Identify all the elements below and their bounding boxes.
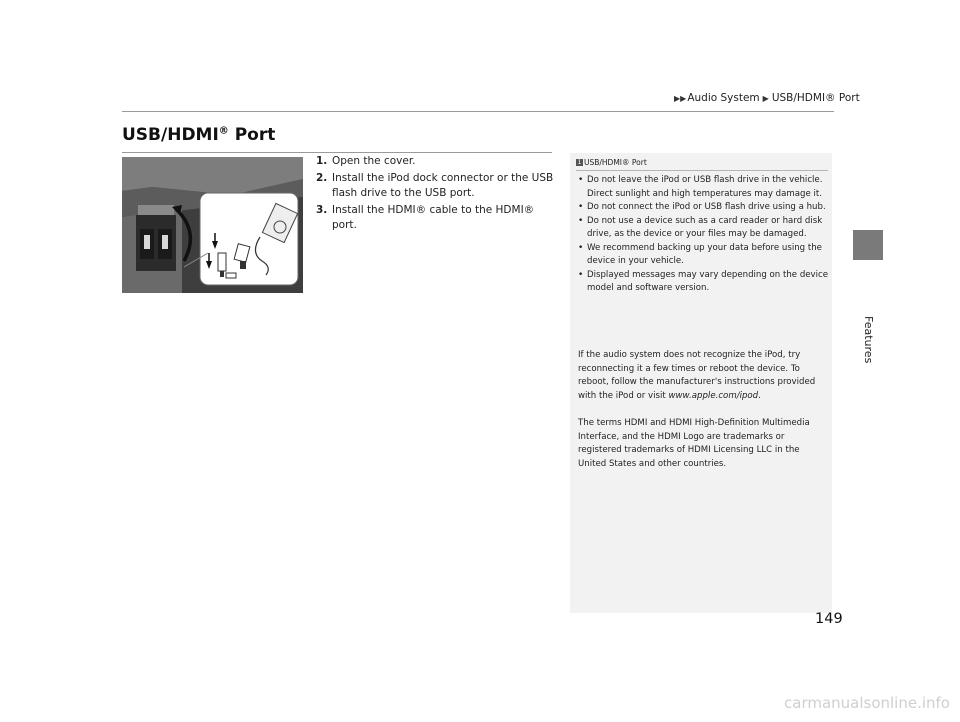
list-item [578,201,830,215]
ipod-paragraph-end: . [758,390,761,401]
bullet-text: Displayed messages may vary depending on the device model and software version. [587,269,829,293]
bullet-icon: • [578,269,584,280]
instruction-steps [316,154,556,235]
step-text: Install the iPod dock connector or the USB flash drive to the USB port. [332,171,554,199]
breadcrumb-current: USB/HDMI® Port [771,92,860,104]
bullet-icon: • [578,215,584,226]
bullet-icon: • [578,175,584,185]
page-title-rest: Port [228,125,276,145]
note-panel [570,153,832,613]
breadcrumb [674,92,860,104]
bullet-text: Do not use a device such as a card reader or hard disk drive, as the device or your files may be damaged. [587,215,823,239]
triangle-right-icon: ▶ [762,93,769,103]
page-title-main: USB/HDMI [122,125,219,145]
list-item [578,215,830,242]
step-text: Open the cover. [332,155,416,167]
page-number: 149 [815,611,843,627]
title-divider [122,152,552,153]
trademark-paragraph: The terms HDMI and HDMI High-Definition Multimedia Interface, and the HDMI Logo are trademarks or registered trademarks of HDMI Licensing LLC in the United States and other countries. [578,418,810,469]
breadcrumb-parent[interactable]: Audio System [687,92,760,104]
ipod-paragraph-text: If the audio system does not recognize the iPod, try reconnecting it a few times or reboot the device. To reboot, follow the manufacturer's instructions provided with the iPod or visit [578,350,816,401]
list-item [316,154,556,170]
watermark: carmanualsonline.info [784,694,950,712]
list-item [316,203,556,234]
step-number: 1. [316,155,328,167]
bullet-text: Do not connect the iPod or USB flash drive using a hub. [587,202,826,212]
bullet-text: We recommend backing up your data before using the device in your vehicle. [587,242,822,266]
chapter-label: Features [862,316,875,364]
bullet-icon: • [578,242,584,253]
note-divider [576,170,828,171]
reference-badge: 1 [577,159,582,166]
list-item [578,174,830,201]
header-divider [122,111,834,112]
apple-link[interactable]: www.apple.com/ipod [668,390,759,401]
bullet-icon: • [578,202,584,212]
note-bullets [578,174,830,296]
note-title: USB/HDMI® Port [584,158,647,167]
ipod-paragraph [578,349,828,403]
usb-hdmi-port-illustration [122,157,303,293]
step-number: 3. [316,203,328,216]
triangle-right-icon: ▶▶ [674,93,687,103]
page-title-registered-mark: ® [218,125,229,137]
note-header [576,158,647,167]
chapter-tab[interactable] [853,230,883,260]
step-number: 2. [316,171,328,184]
list-item [578,242,830,269]
list-item [316,171,556,202]
list-item [578,269,830,296]
step-text: Install the HDMI® cable to the HDMI® port. [332,203,535,231]
page-title [122,125,275,145]
bullet-text: Do not leave the iPod or USB flash drive in the vehicle. Direct sunlight and high temperatures may damage it. [587,175,823,199]
